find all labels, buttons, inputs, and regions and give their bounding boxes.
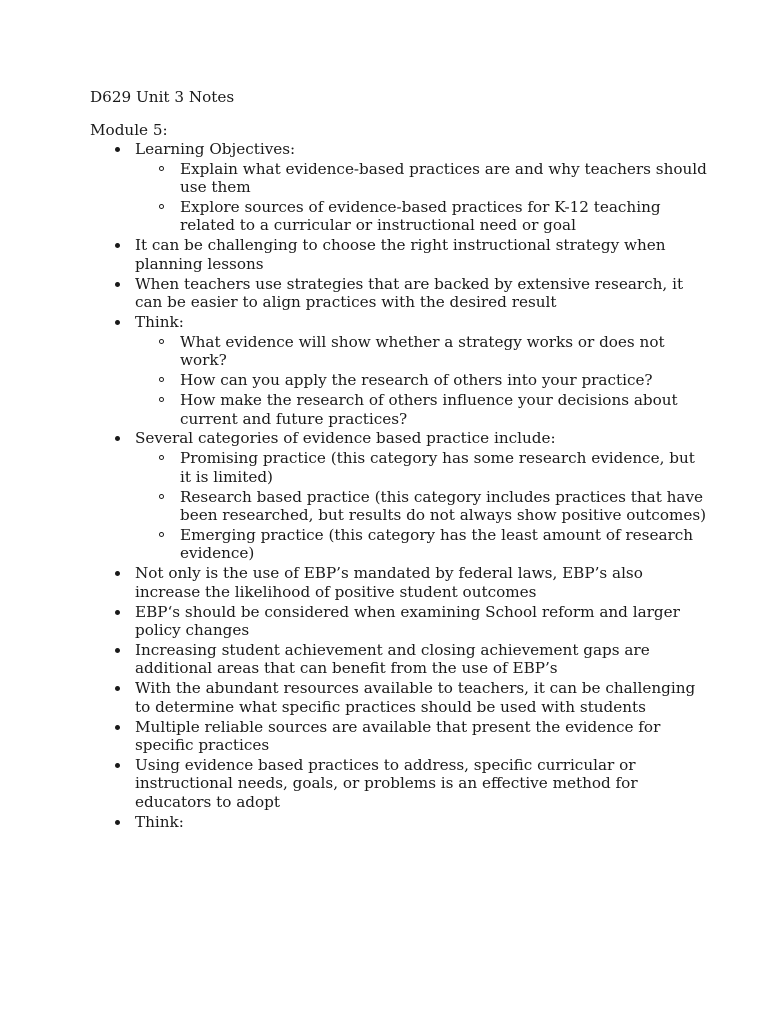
bullet-item — [135, 140, 710, 235]
bullet-text: Using evidence based practices to address, specific curricular or instructional needs, goals, or problems is an effective method for educators to adopt — [135, 755, 638, 811]
sub-list — [135, 160, 710, 235]
bullet-item — [135, 275, 710, 312]
document-title: D629 Unit 3 Notes — [90, 88, 235, 106]
bullet-text: Not only is the use of EBP’s mandated by federal laws, EBP’s also increase the likelihood of positive student outcomes — [135, 564, 643, 601]
sub-bullet-item: How make the research of others influence your decisions about current and future practices? — [180, 391, 710, 428]
bullet-item — [135, 603, 710, 640]
sub-bullet-item: How can you apply the research of others into your practice? — [180, 371, 710, 389]
bullet-text: EBP‘s should be considered when examining School reform and larger policy changes — [135, 602, 680, 639]
sub-list — [135, 449, 710, 562]
bullet-text: Think: — [135, 812, 184, 831]
sub-bullet-item: Promising practice (this category has some research evidence, but it is limited) — [180, 449, 710, 486]
bullet-text: Multiple reliable sources are available that present the evidence for specific practices — [135, 717, 661, 754]
bullet-item — [135, 564, 710, 601]
bullet-text: Increasing student achievement and closing achievement gaps are additional areas that can benefit from the use of EBP’s — [135, 640, 650, 678]
sub-bullet-item: Research based practice (this category includes practices that have been researched, but results do not always show positive outcomes) — [180, 488, 710, 525]
bullet-item — [135, 236, 710, 273]
bullet-item — [135, 679, 710, 716]
sub-list — [135, 333, 710, 428]
sub-bullet-item: Explain what evidence-based practices are and why teachers should use them — [180, 160, 710, 197]
bullet-text: When teachers use strategies that are backed by extensive research, it can be easier to align practices with the desired result — [135, 274, 684, 312]
sub-bullet-item: Explore sources of evidence-based practices for K-12 teaching related to a curricular or instructional need or goal — [180, 198, 710, 235]
bullet-item — [135, 813, 710, 831]
bullet-item — [135, 313, 710, 428]
bullet-item — [135, 718, 710, 755]
bullet-item — [135, 756, 710, 811]
bullet-text: With the abundant resources available to teachers, it can be challenging to determine what specific practices should be used with students — [135, 679, 696, 716]
bullet-text: Think: — [135, 312, 184, 331]
notes-list — [90, 140, 710, 831]
bullet-text: Several categories of evidence based practice include: — [135, 429, 556, 448]
bullet-item — [135, 641, 710, 678]
document-page — [90, 88, 710, 832]
bullet-text: Learning Objectives: — [135, 139, 296, 158]
sub-bullet-item: What evidence will show whether a strategy works or does not work? — [180, 333, 710, 370]
bullet-text: It can be challenging to choose the right instructional strategy when planning lessons — [135, 236, 666, 273]
sub-bullet-item: Emerging practice (this category has the least amount of research evidence) — [180, 526, 710, 563]
bullet-item — [135, 429, 710, 562]
module-heading: Module 5: — [90, 121, 168, 140]
